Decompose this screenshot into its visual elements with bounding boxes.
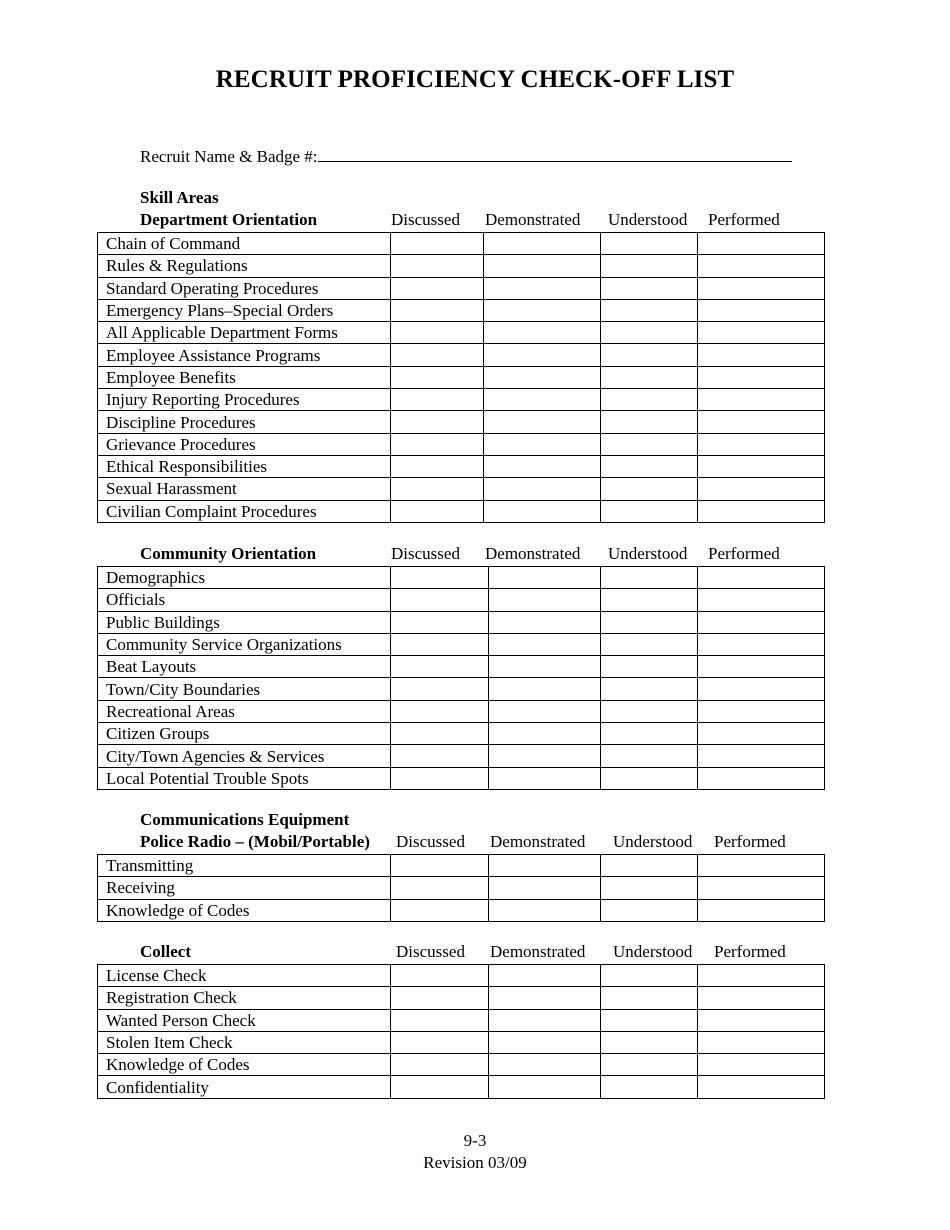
skill-item-label: Knowledge of Codes <box>98 1054 391 1076</box>
discussed-checkbox-cell[interactable] <box>391 500 484 522</box>
discussed-checkbox-cell[interactable] <box>391 611 489 633</box>
table-row <box>98 299 825 321</box>
table-row <box>98 700 825 722</box>
table-row <box>98 723 825 745</box>
section-header <box>97 832 824 854</box>
performed-checkbox-cell[interactable] <box>698 322 825 344</box>
performed-checkbox-cell[interactable] <box>698 277 825 299</box>
demonstrated-checkbox-cell[interactable] <box>489 877 601 899</box>
table-row <box>98 455 825 477</box>
discussed-checkbox-cell[interactable] <box>391 987 489 1009</box>
section-title: Department Orientation <box>140 210 318 229</box>
performed-checkbox-cell[interactable] <box>698 589 825 611</box>
table-row <box>98 987 825 1009</box>
skill-item-label: Stolen Item Check <box>98 1031 391 1053</box>
discussed-checkbox-cell[interactable] <box>391 478 484 500</box>
column-header-performed: Performed <box>708 210 780 229</box>
demonstrated-checkbox-cell[interactable] <box>489 700 601 722</box>
section-supertitle-row <box>97 810 824 832</box>
understood-checkbox-cell[interactable] <box>601 723 698 745</box>
table-row <box>98 366 825 388</box>
understood-checkbox-cell[interactable] <box>601 633 698 655</box>
demonstrated-checkbox-cell[interactable] <box>489 899 601 921</box>
recruit-name-badge-field <box>140 146 792 167</box>
demonstrated-checkbox-cell[interactable] <box>484 344 601 366</box>
section-header <box>97 942 824 964</box>
discussed-checkbox-cell[interactable] <box>391 855 489 877</box>
skill-item-label: Beat Layouts <box>98 656 391 678</box>
discussed-checkbox-cell[interactable] <box>391 656 489 678</box>
column-header-demonstrated: Demonstrated <box>485 544 581 563</box>
performed-checkbox-cell[interactable] <box>698 500 825 522</box>
demonstrated-checkbox-cell[interactable] <box>489 987 601 1009</box>
table-row <box>98 1076 825 1098</box>
discussed-checkbox-cell[interactable] <box>391 745 489 767</box>
demonstrated-checkbox-cell[interactable] <box>484 411 601 433</box>
table-row <box>98 678 825 700</box>
performed-checkbox-cell[interactable] <box>698 567 825 589</box>
understood-checkbox-cell[interactable] <box>601 277 698 299</box>
table-row <box>98 1031 825 1053</box>
recruit-name-label: Recruit Name & Badge #: <box>140 147 318 166</box>
demonstrated-checkbox-cell[interactable] <box>489 1054 601 1076</box>
discussed-checkbox-cell[interactable] <box>391 633 489 655</box>
skill-item-label: Rules & Regulations <box>98 255 391 277</box>
performed-checkbox-cell[interactable] <box>698 255 825 277</box>
column-header-understood: Understood <box>613 832 693 851</box>
understood-checkbox-cell[interactable] <box>601 411 698 433</box>
demonstrated-checkbox-cell[interactable] <box>484 322 601 344</box>
discussed-checkbox-cell[interactable] <box>391 233 484 255</box>
understood-checkbox-cell[interactable] <box>601 455 698 477</box>
table-row <box>98 767 825 789</box>
discussed-checkbox-cell[interactable] <box>391 877 489 899</box>
section-department-orientation <box>97 210 824 523</box>
understood-checkbox-cell[interactable] <box>601 1009 698 1031</box>
skill-item-label: Knowledge of Codes <box>98 899 391 921</box>
understood-checkbox-cell[interactable] <box>601 589 698 611</box>
skill-item-label: Employee Assistance Programs <box>98 344 391 366</box>
table-row <box>98 567 825 589</box>
skill-item-label: Sexual Harassment <box>98 478 391 500</box>
skill-item-label: Employee Benefits <box>98 366 391 388</box>
checklist-table <box>97 854 825 922</box>
skill-item-label: Local Potential Trouble Spots <box>98 767 391 789</box>
discussed-checkbox-cell[interactable] <box>391 1031 489 1053</box>
performed-checkbox-cell[interactable] <box>698 433 825 455</box>
performed-checkbox-cell[interactable] <box>698 478 825 500</box>
discussed-checkbox-cell[interactable] <box>391 1054 489 1076</box>
performed-checkbox-cell[interactable] <box>698 656 825 678</box>
table-row <box>98 433 825 455</box>
skill-item-label: Wanted Person Check <box>98 1009 391 1031</box>
understood-checkbox-cell[interactable] <box>601 478 698 500</box>
demonstrated-checkbox-cell[interactable] <box>489 965 601 987</box>
skill-item-label: Public Buildings <box>98 611 391 633</box>
table-row <box>98 877 825 899</box>
table-row <box>98 633 825 655</box>
demonstrated-checkbox-cell[interactable] <box>484 500 601 522</box>
performed-checkbox-cell[interactable] <box>698 344 825 366</box>
demonstrated-checkbox-cell[interactable] <box>489 1076 601 1098</box>
discussed-checkbox-cell[interactable] <box>391 767 489 789</box>
skill-item-label: Town/City Boundaries <box>98 678 391 700</box>
discussed-checkbox-cell[interactable] <box>391 433 484 455</box>
performed-checkbox-cell[interactable] <box>698 877 825 899</box>
discussed-checkbox-cell[interactable] <box>391 344 484 366</box>
performed-checkbox-cell[interactable] <box>698 455 825 477</box>
performed-checkbox-cell[interactable] <box>698 678 825 700</box>
demonstrated-checkbox-cell[interactable] <box>489 567 601 589</box>
discussed-checkbox-cell[interactable] <box>391 1076 489 1098</box>
demonstrated-checkbox-cell[interactable] <box>489 855 601 877</box>
discussed-checkbox-cell[interactable] <box>391 277 484 299</box>
column-header-discussed: Discussed <box>391 210 460 229</box>
understood-checkbox-cell[interactable] <box>601 1076 698 1098</box>
understood-checkbox-cell[interactable] <box>601 700 698 722</box>
performed-checkbox-cell[interactable] <box>698 1009 825 1031</box>
discussed-checkbox-cell[interactable] <box>391 366 484 388</box>
skill-item-label: Emergency Plans–Special Orders <box>98 299 391 321</box>
skill-item-label: Standard Operating Procedures <box>98 277 391 299</box>
skill-item-label: Citizen Groups <box>98 723 391 745</box>
performed-checkbox-cell[interactable] <box>698 899 825 921</box>
table-row <box>98 855 825 877</box>
section-supertitle: Communications Equipment <box>140 810 350 829</box>
understood-checkbox-cell[interactable] <box>601 855 698 877</box>
discussed-checkbox-cell[interactable] <box>391 700 489 722</box>
column-header-discussed: Discussed <box>396 832 465 851</box>
table-row <box>98 611 825 633</box>
column-header-performed: Performed <box>708 544 780 563</box>
skill-item-label: Discipline Procedures <box>98 411 391 433</box>
discussed-checkbox-cell[interactable] <box>391 389 484 411</box>
skill-item-label: Injury Reporting Procedures <box>98 389 391 411</box>
understood-checkbox-cell[interactable] <box>601 899 698 921</box>
skill-item-label: Grievance Procedures <box>98 433 391 455</box>
discussed-checkbox-cell[interactable] <box>391 678 489 700</box>
table-row <box>98 656 825 678</box>
demonstrated-checkbox-cell[interactable] <box>484 389 601 411</box>
table-row <box>98 478 825 500</box>
table-row <box>98 899 825 921</box>
discussed-checkbox-cell[interactable] <box>391 567 489 589</box>
section-title: Community Orientation <box>140 544 317 563</box>
page-title: RECRUIT PROFICIENCY CHECK-OFF LIST <box>215 66 735 93</box>
performed-checkbox-cell[interactable] <box>698 633 825 655</box>
understood-checkbox-cell[interactable] <box>601 656 698 678</box>
demonstrated-checkbox-cell[interactable] <box>484 277 601 299</box>
table-row <box>98 1054 825 1076</box>
understood-checkbox-cell[interactable] <box>601 344 698 366</box>
discussed-checkbox-cell[interactable] <box>391 899 489 921</box>
table-row <box>98 344 825 366</box>
performed-checkbox-cell[interactable] <box>698 299 825 321</box>
performed-checkbox-cell[interactable] <box>698 700 825 722</box>
understood-checkbox-cell[interactable] <box>601 433 698 455</box>
demonstrated-checkbox-cell[interactable] <box>489 589 601 611</box>
skill-item-label: Ethical Responsibilities <box>98 455 391 477</box>
checklist-table <box>97 232 825 523</box>
demonstrated-checkbox-cell[interactable] <box>489 767 601 789</box>
demonstrated-checkbox-cell[interactable] <box>489 1031 601 1053</box>
skill-item-label: Community Service Organizations <box>98 633 391 655</box>
discussed-checkbox-cell[interactable] <box>391 322 484 344</box>
discussed-checkbox-cell[interactable] <box>391 589 489 611</box>
section-communications-equipment <box>97 810 824 922</box>
understood-checkbox-cell[interactable] <box>601 877 698 899</box>
demonstrated-checkbox-cell[interactable] <box>489 633 601 655</box>
performed-checkbox-cell[interactable] <box>698 366 825 388</box>
column-header-performed: Performed <box>714 942 786 961</box>
section-header <box>97 544 824 566</box>
demonstrated-checkbox-cell[interactable] <box>484 366 601 388</box>
column-header-discussed: Discussed <box>396 942 465 961</box>
discussed-checkbox-cell[interactable] <box>391 1009 489 1031</box>
table-row <box>98 322 825 344</box>
performed-checkbox-cell[interactable] <box>698 1076 825 1098</box>
understood-checkbox-cell[interactable] <box>601 322 698 344</box>
understood-checkbox-cell[interactable] <box>601 678 698 700</box>
discussed-checkbox-cell[interactable] <box>391 455 484 477</box>
understood-checkbox-cell[interactable] <box>601 500 698 522</box>
table-row <box>98 233 825 255</box>
demonstrated-checkbox-cell[interactable] <box>484 233 601 255</box>
table-row <box>98 411 825 433</box>
understood-checkbox-cell[interactable] <box>601 987 698 1009</box>
recruit-name-blank-line[interactable] <box>318 146 792 162</box>
skill-item-label: Civilian Complaint Procedures <box>98 500 391 522</box>
demonstrated-checkbox-cell[interactable] <box>489 745 601 767</box>
understood-checkbox-cell[interactable] <box>601 1054 698 1076</box>
skill-item-label: Recreational Areas <box>98 700 391 722</box>
column-header-performed: Performed <box>714 832 786 851</box>
revision-label: Revision 03/09 <box>423 1153 527 1172</box>
performed-checkbox-cell[interactable] <box>698 1054 825 1076</box>
demonstrated-checkbox-cell[interactable] <box>489 611 601 633</box>
section-title: Police Radio – (Mobil/Portable) <box>140 832 370 851</box>
table-row <box>98 277 825 299</box>
section-header <box>97 210 824 232</box>
understood-checkbox-cell[interactable] <box>601 1031 698 1053</box>
skill-item-label: All Applicable Department Forms <box>98 322 391 344</box>
demonstrated-checkbox-cell[interactable] <box>484 455 601 477</box>
demonstrated-checkbox-cell[interactable] <box>489 678 601 700</box>
column-header-demonstrated: Demonstrated <box>485 210 581 229</box>
column-header-understood: Understood <box>608 544 688 563</box>
understood-checkbox-cell[interactable] <box>601 255 698 277</box>
demonstrated-checkbox-cell[interactable] <box>484 478 601 500</box>
performed-checkbox-cell[interactable] <box>698 723 825 745</box>
performed-checkbox-cell[interactable] <box>698 965 825 987</box>
demonstrated-checkbox-cell[interactable] <box>484 255 601 277</box>
discussed-checkbox-cell[interactable] <box>391 723 489 745</box>
discussed-checkbox-cell[interactable] <box>391 411 484 433</box>
column-header-demonstrated: Demonstrated <box>490 942 586 961</box>
demonstrated-checkbox-cell[interactable] <box>489 1009 601 1031</box>
understood-checkbox-cell[interactable] <box>601 233 698 255</box>
section-title: Collect <box>140 942 191 961</box>
section-community-orientation <box>97 544 824 790</box>
skill-item-label: Registration Check <box>98 987 391 1009</box>
understood-checkbox-cell[interactable] <box>601 965 698 987</box>
skill-item-label: License Check <box>98 965 391 987</box>
skill-item-label: City/Town Agencies & Services <box>98 745 391 767</box>
column-header-demonstrated: Demonstrated <box>490 832 586 851</box>
discussed-checkbox-cell[interactable] <box>391 255 484 277</box>
skill-item-label: Officials <box>98 589 391 611</box>
demonstrated-checkbox-cell[interactable] <box>484 433 601 455</box>
discussed-checkbox-cell[interactable] <box>391 299 484 321</box>
page-number: 9-3 <box>463 1131 487 1150</box>
performed-checkbox-cell[interactable] <box>698 389 825 411</box>
discussed-checkbox-cell[interactable] <box>391 965 489 987</box>
demonstrated-checkbox-cell[interactable] <box>484 299 601 321</box>
understood-checkbox-cell[interactable] <box>601 767 698 789</box>
performed-checkbox-cell[interactable] <box>698 611 825 633</box>
performed-checkbox-cell[interactable] <box>698 855 825 877</box>
checklist-table <box>97 964 825 1099</box>
table-row <box>98 965 825 987</box>
skill-item-label: Confidentiality <box>98 1076 391 1098</box>
skill-item-label: Receiving <box>98 877 391 899</box>
understood-checkbox-cell[interactable] <box>601 299 698 321</box>
skill-item-label: Transmitting <box>98 855 391 877</box>
table-row <box>98 255 825 277</box>
performed-checkbox-cell[interactable] <box>698 745 825 767</box>
skill-item-label: Chain of Command <box>98 233 391 255</box>
performed-checkbox-cell[interactable] <box>698 767 825 789</box>
understood-checkbox-cell[interactable] <box>601 389 698 411</box>
table-row <box>98 389 825 411</box>
understood-checkbox-cell[interactable] <box>601 567 698 589</box>
performed-checkbox-cell[interactable] <box>698 987 825 1009</box>
column-header-discussed: Discussed <box>391 544 460 563</box>
demonstrated-checkbox-cell[interactable] <box>489 656 601 678</box>
understood-checkbox-cell[interactable] <box>601 611 698 633</box>
column-header-understood: Understood <box>613 942 693 961</box>
table-row <box>98 745 825 767</box>
skill-areas-heading: Skill Areas <box>140 188 219 207</box>
skill-item-label: Demographics <box>98 567 391 589</box>
performed-checkbox-cell[interactable] <box>698 411 825 433</box>
section-collect <box>97 942 824 1099</box>
demonstrated-checkbox-cell[interactable] <box>489 723 601 745</box>
performed-checkbox-cell[interactable] <box>698 233 825 255</box>
checklist-table <box>97 566 825 790</box>
column-header-understood: Understood <box>608 210 688 229</box>
understood-checkbox-cell[interactable] <box>601 366 698 388</box>
table-row <box>98 1009 825 1031</box>
table-row <box>98 589 825 611</box>
understood-checkbox-cell[interactable] <box>601 745 698 767</box>
performed-checkbox-cell[interactable] <box>698 1031 825 1053</box>
table-row <box>98 500 825 522</box>
